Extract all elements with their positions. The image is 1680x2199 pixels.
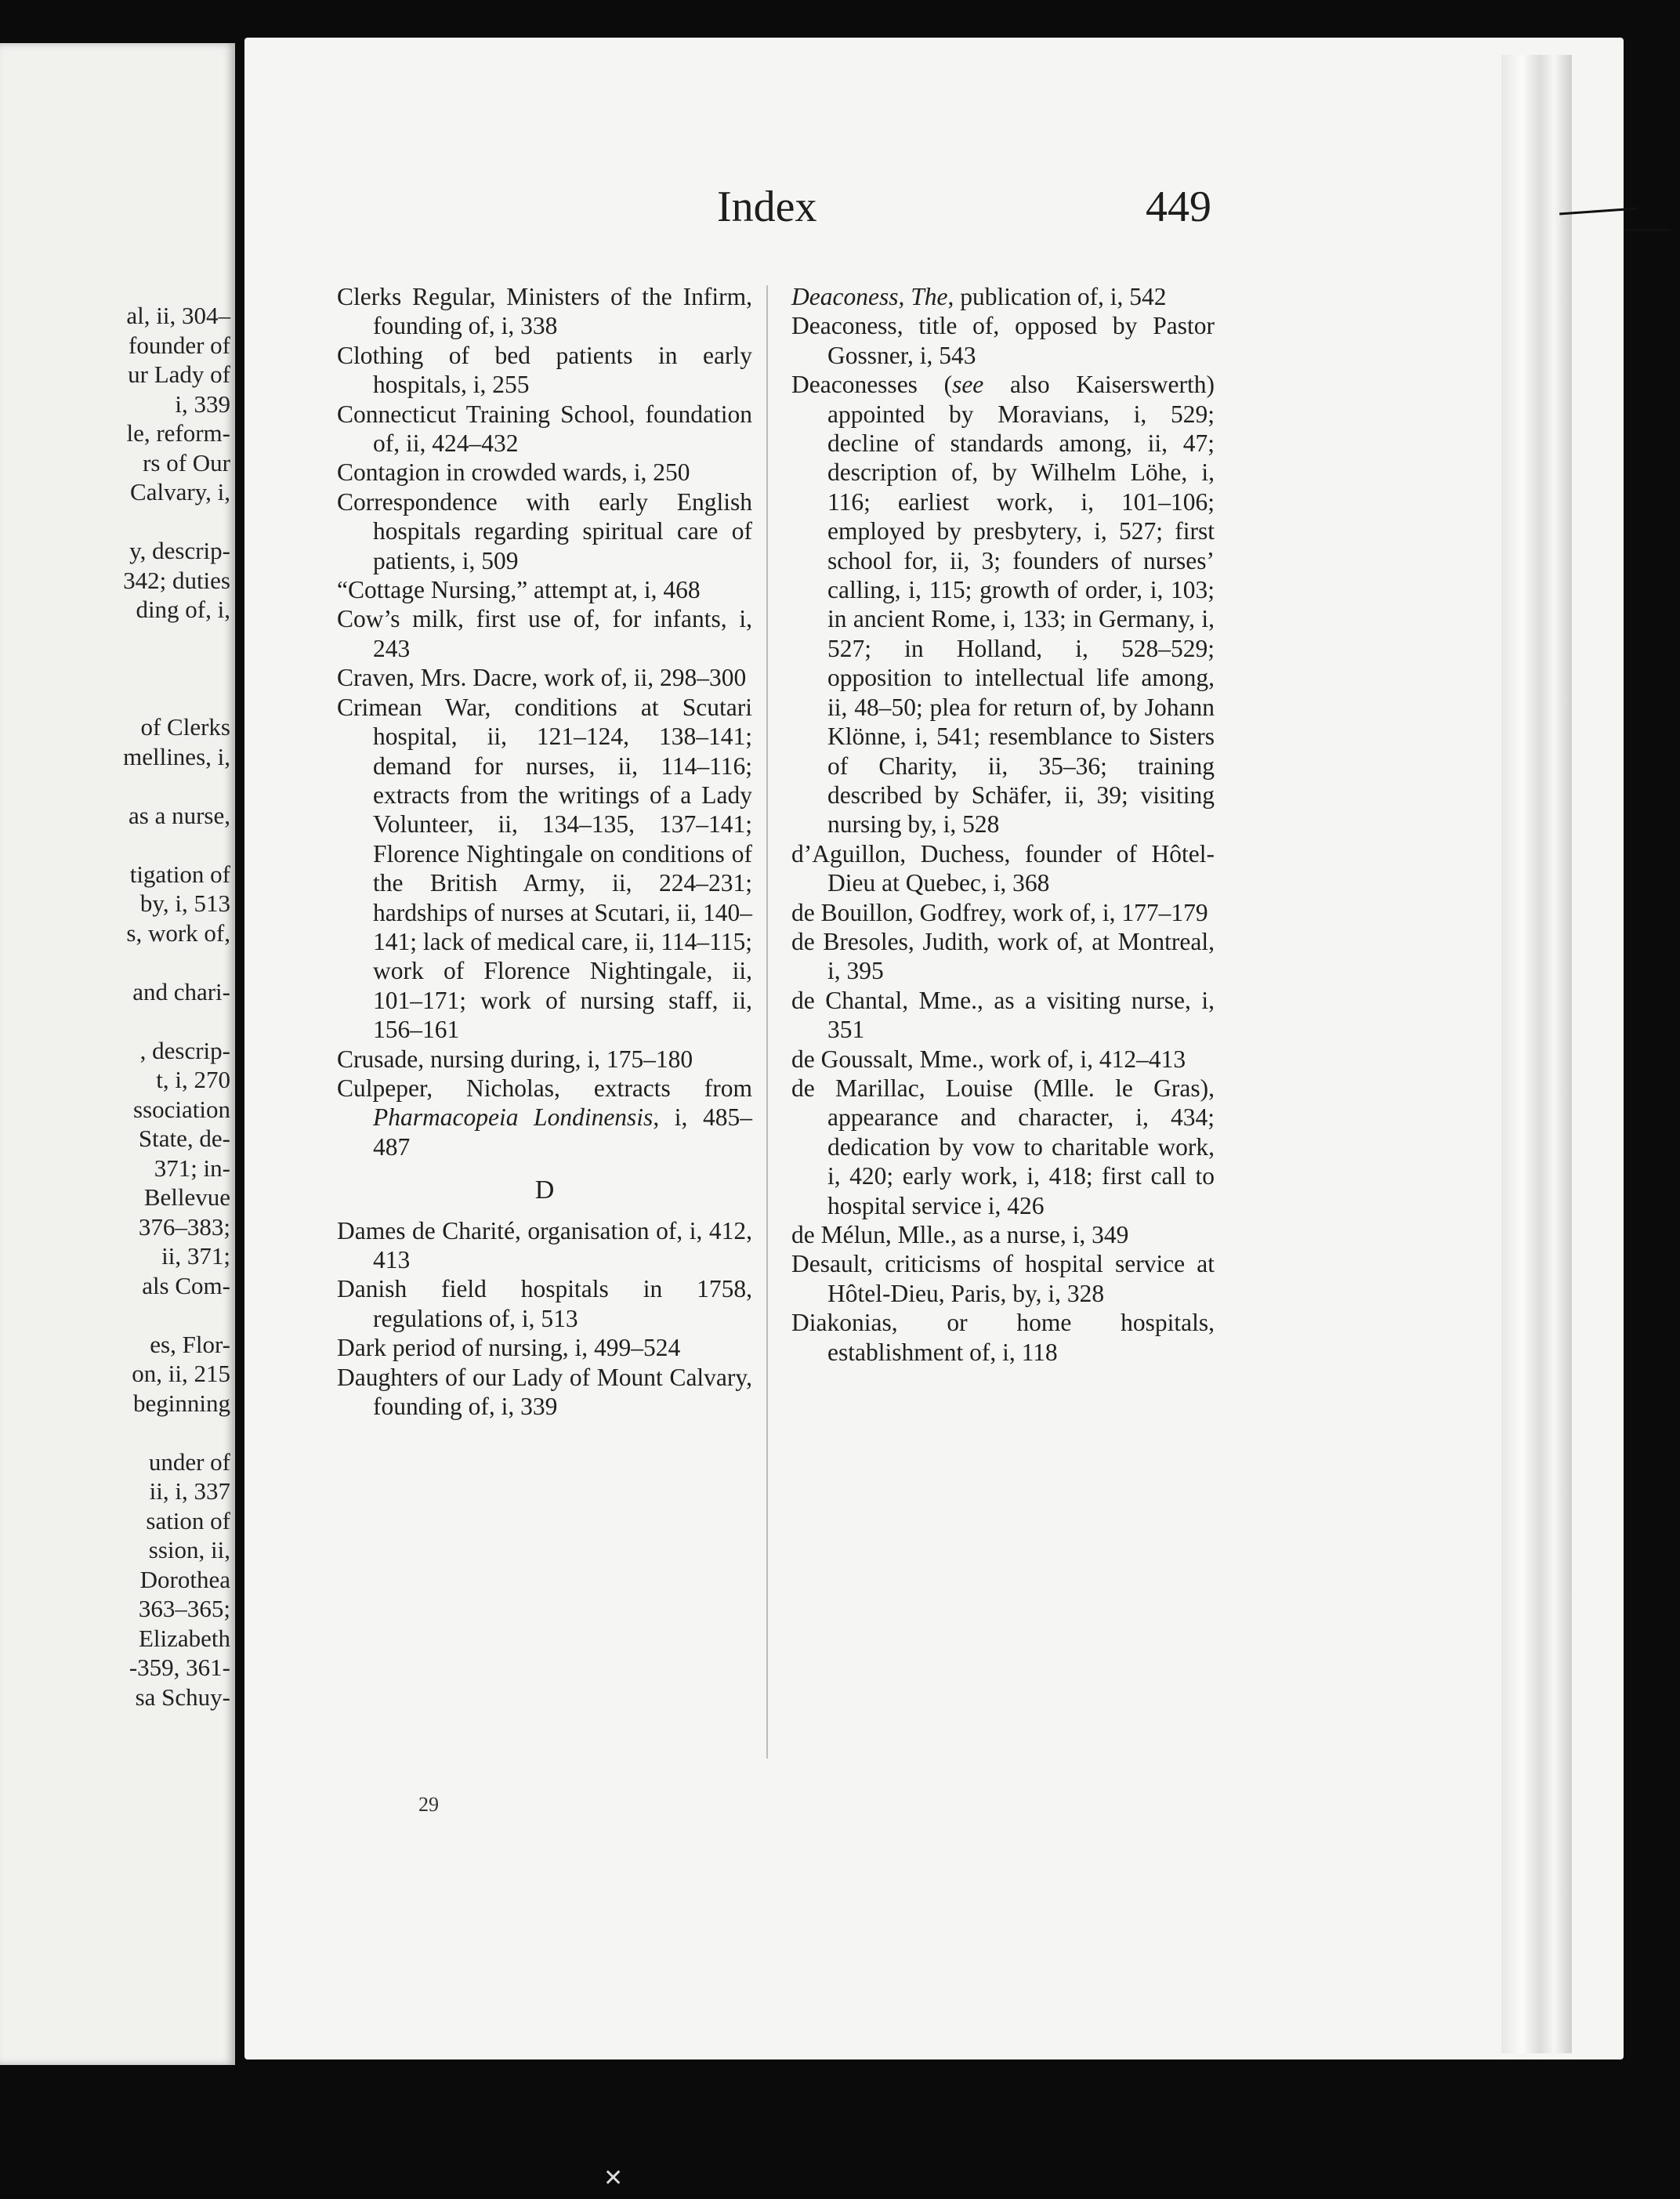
- left-page-fragment: -359, 361-: [129, 1654, 230, 1681]
- entry-text: Deaconesses (: [791, 371, 953, 399]
- left-page-fragment: beginning: [133, 1389, 230, 1417]
- left-page-fragment: State, de-: [138, 1125, 230, 1152]
- index-entry: Daughters of our Lady of Mount Calvary, founding of, i, 339: [337, 1363, 752, 1421]
- left-page-fragment: of Clerks: [140, 713, 230, 741]
- left-page-fragment: mellines, i,: [123, 742, 230, 770]
- left-page-fragment: es, Flor-: [150, 1330, 230, 1358]
- page-number: 449: [1146, 183, 1211, 231]
- left-page-fragment: ssion, ii,: [148, 1536, 230, 1563]
- index-entry: Danish field hospitals in 1758, regulations of, i, 513: [337, 1275, 752, 1332]
- index-entry: de Bouillon, Godfrey, work of, i, 177–179: [791, 898, 1208, 926]
- left-page-fragment: Bellevue: [143, 1183, 230, 1211]
- scan-speck: ✕: [603, 2165, 624, 2191]
- left-page-fragment: 363–365;: [138, 1595, 230, 1622]
- left-page-fragment: founder of: [129, 331, 230, 359]
- index-entry: “Cottage Nursing,” attempt at, i, 468: [337, 576, 701, 604]
- index-entry: Correspondence with early English hospitals regarding spiritual care of patients, i, 509: [337, 487, 752, 574]
- section-letter-d: D: [534, 1176, 555, 1205]
- index-entry: Cow’s milk, first use of, for infants, i, 243: [337, 605, 752, 662]
- left-facing-page: [0, 43, 235, 2065]
- entry-text: Culpeper, Nicholas, extracts from: [337, 1074, 752, 1102]
- index-column-right: [791, 282, 1215, 1367]
- left-page-fragment: Calvary, i,: [130, 478, 230, 505]
- running-head-title: Index: [717, 183, 817, 231]
- index-entry-culpeper: [337, 1074, 752, 1161]
- left-page-fragment: ii, 371;: [161, 1242, 230, 1270]
- left-page-fragment: and chari-: [132, 977, 230, 1005]
- index-entry: Contagion in crowded wards, i, 250: [337, 458, 690, 487]
- left-page-fragment: Elizabeth: [138, 1624, 230, 1652]
- left-page-fragment: le, reform-: [126, 419, 230, 447]
- left-page-fragment: sa Schuy-: [135, 1683, 230, 1711]
- index-entry: Clothing of bed patients in early hospitals, i, 255: [337, 341, 752, 399]
- left-page-fragment: by, i, 513: [139, 889, 230, 917]
- signature-mark: 29: [418, 1793, 439, 1816]
- left-page-fragment: ii, i, 337: [149, 1477, 230, 1505]
- index-entry: Dark period of nursing, i, 499–524: [337, 1334, 681, 1362]
- index-entry: Diakonias, or home hospitals, establishment of, i, 118: [791, 1309, 1215, 1366]
- left-page-fragment: rs of Our: [143, 448, 230, 476]
- index-entry: de Bresoles, Judith, work of, at Montreal, i, 395: [791, 927, 1215, 985]
- page-edge: [1501, 55, 1572, 2053]
- left-page-fragment: ssociation: [133, 1095, 230, 1123]
- entry-text: , i, 485–487: [373, 1103, 752, 1161]
- scan-edge-mark: [1624, 229, 1671, 231]
- left-page-fragment: , descrip-: [139, 1036, 230, 1064]
- entry-italic-see: see: [952, 371, 984, 399]
- entries-de: [791, 839, 1215, 1367]
- index-entry: Crusade, nursing during, i, 175–180: [337, 1045, 693, 1073]
- index-entry: Clerks Regular, Ministers of the Infirm, founding of, i, 338: [337, 283, 752, 340]
- left-page-fragment: 371; in-: [154, 1154, 230, 1182]
- left-page-fragment: als Com-: [142, 1271, 230, 1299]
- index-entry: de Chantal, Mme., as a visiting nurse, i, 351: [791, 986, 1215, 1044]
- left-page-fragment: ur Lady of: [128, 360, 230, 388]
- left-page-fragment: as a nurse,: [129, 801, 230, 829]
- left-page-fragment: under of: [148, 1447, 230, 1476]
- index-entry: d’Aguillon, Duchess, founder of Hôtel-Dieu at Quebec, i, 368: [791, 839, 1215, 897]
- index-entry: Connecticut Training School, foundation of, ii, 424–432: [337, 400, 752, 458]
- entries-d: [337, 1216, 752, 1422]
- index-entry: de Goussalt, Mme., work of, i, 412–413: [791, 1045, 1186, 1073]
- index-entry: Crimean War, conditions at Scutari hospital, ii, 121–124, 138–141; demand for nurses, ii, 114–116; extracts from the writings of a Lady Volunteer, ii, 134–135, 137–141; Florence Nightingale on conditions of the British Army, ii, 224–231; hardships of nurses at Scutari, ii, 140–141; lack of medical care, ii, 114–115; work of Florence Nightingale, ii, 101–171; work of nursing staff, ii, 156–161: [337, 693, 753, 1044]
- left-page-fragment: ding of, i,: [136, 596, 230, 623]
- entries-c: [337, 282, 752, 1074]
- left-page-fragment: t, i, 270: [156, 1066, 230, 1093]
- column-rule: [766, 285, 768, 1759]
- left-page-fragment: Dorothea: [139, 1565, 230, 1593]
- left-page-fragment: 342; duties: [123, 566, 230, 594]
- left-page-fragment: al, ii, 304–: [126, 302, 230, 329]
- entry-text: also Kaiserswerth) appointed by Moravians, i, 529; decline of standards among, ii, 47; description of, by Wilhelm Löhe, i, 116; earliest work, i, 101–106; employed by presbytery, i, 527; first school for, ii, 3; founders of nurses’ calling, i, 115; growth of order, i, 103; in ancient Rome, i, 133; in Germany, i, 527; in Holland, i, 528–529; opposition to intellectual life among, ii, 48–50; plea for return of, by Johann Klönne, i, 541; resemblance to Sisters of Charity, ii, 35–36; training described by Schäfer, ii, 39; visiting nursing by, i, 528: [827, 371, 1215, 839]
- left-page-fragment: tigation of: [129, 860, 230, 888]
- index-entry: de Mélun, Mlle., as a nurse, i, 349: [791, 1221, 1129, 1248]
- entry-text: , publication of, i, 542: [947, 283, 1167, 310]
- entry-italic-title: Deaconess, The: [791, 283, 948, 310]
- index-column-left: [337, 282, 752, 1421]
- entry-italic-title: Pharmacopeia Londinensis: [373, 1103, 654, 1132]
- index-entry: Craven, Mrs. Dacre, work of, ii, 298–300: [337, 664, 747, 692]
- left-page-fragment: on, ii, 215: [132, 1360, 230, 1387]
- left-page-fragment: i, 339: [175, 389, 230, 418]
- left-page-fragment: s, work of,: [126, 918, 230, 947]
- left-page-fragment: y, descrip-: [129, 537, 230, 564]
- index-entry-deaconesses: [791, 370, 1215, 839]
- index-entry: Desault, criticisms of hospital service at Hôtel-Dieu, Paris, by, i, 328: [791, 1250, 1215, 1307]
- left-page-fragment: sation of: [146, 1506, 230, 1534]
- index-entry-deaconess-the: [791, 282, 1215, 311]
- index-entry-deaconess-title: Deaconess, title of, opposed by Pastor Gossner, i, 543: [791, 312, 1215, 369]
- index-entry: Dames de Charité, organisation of, i, 412, 413: [337, 1216, 752, 1273]
- index-entry: de Marillac, Louise (Mlle. le Gras), appearance and character, i, 434; dedication by vow to charitable work, i, 420; early work, i, 418; first call to hospital service i, 426: [791, 1074, 1215, 1219]
- left-page-fragment: 376–383;: [138, 1212, 230, 1241]
